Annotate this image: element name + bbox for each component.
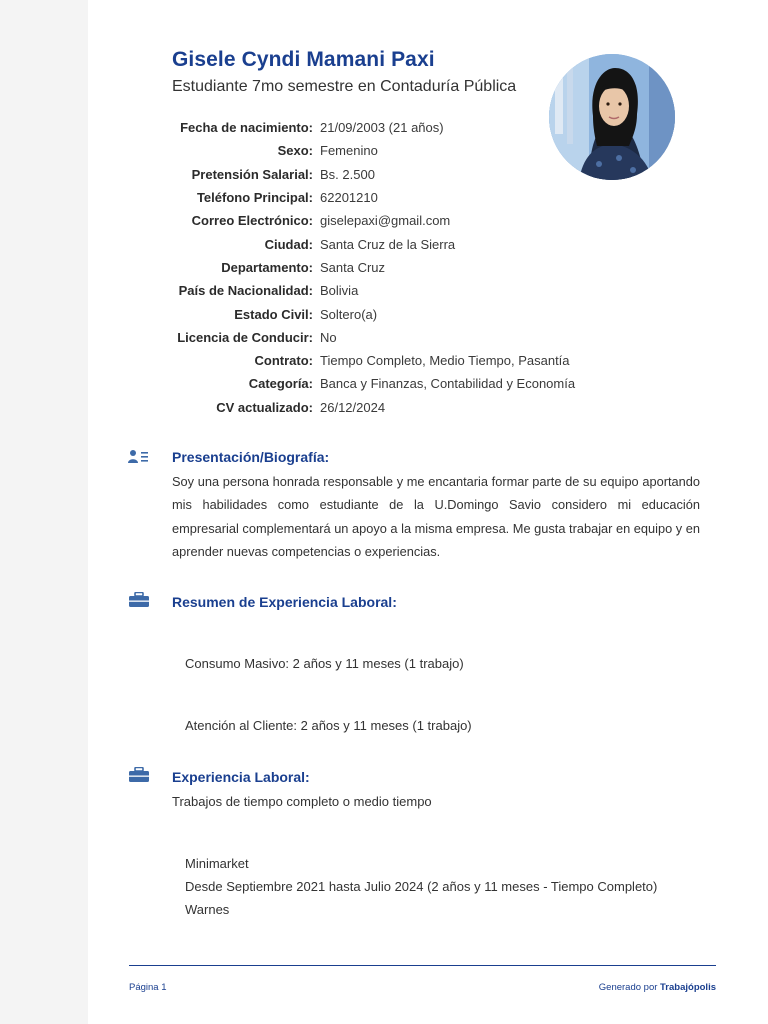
footer-divider	[129, 965, 716, 966]
detail-row-city	[88, 232, 728, 255]
detail-row-drivers-license	[88, 326, 728, 349]
detail-label: Sexo:	[277, 143, 313, 159]
job-period: Desde Septiembre 2021 hasta Julio 2024 (2 años y 11 meses - Tiempo Completo)	[185, 879, 658, 894]
detail-value: 21/09/2003 (21 años)	[320, 120, 444, 136]
detail-label: Estado Civil:	[234, 306, 313, 322]
detail-value: 62201210	[320, 190, 378, 206]
detail-label: Fecha de nacimiento:	[180, 120, 313, 136]
experience-subtitle: Trabajos de tiempo completo o medio tiempo	[172, 794, 432, 809]
detail-value: Soltero(a)	[320, 306, 378, 322]
job-company: Minimarket	[185, 856, 249, 871]
detail-row-phone	[88, 186, 728, 209]
detail-label: País de Nacionalidad:	[178, 283, 313, 299]
experience-section-title: Experiencia Laboral:	[172, 769, 310, 785]
detail-value: Femenino	[320, 143, 378, 159]
detail-value: Tiempo Completo, Medio Tiempo, Pasantía	[320, 353, 570, 369]
job-location: Warnes	[185, 902, 230, 917]
detail-label: Correo Electrónico:	[191, 213, 313, 229]
detail-value: Bolivia	[320, 283, 359, 299]
detail-row-department	[88, 256, 728, 279]
detail-row-category	[88, 372, 728, 395]
detail-value: No	[320, 329, 337, 345]
detail-row-marital-status	[88, 302, 728, 325]
detail-label: Licencia de Conducir:	[177, 329, 313, 345]
summary-item: Atención al Cliente: 2 años y 11 meses (1 trabajo)	[185, 718, 472, 733]
detail-value: 26/12/2024	[320, 399, 386, 415]
detail-row-sex	[88, 139, 728, 162]
detail-value: giselepaxi@gmail.com	[320, 213, 451, 229]
detail-value: Banca y Finanzas, Contabilidad y Economía	[320, 376, 576, 392]
cv-page	[88, 0, 768, 1024]
detail-label: Contrato:	[254, 353, 313, 369]
detail-label: Departamento:	[221, 259, 313, 275]
summary-item: Consumo Masivo: 2 años y 11 meses (1 trabajo)	[185, 656, 464, 671]
user-list-icon	[128, 449, 150, 465]
detail-row-nationality	[88, 279, 728, 302]
candidate-headline: Estudiante 7mo semestre en Contaduría Pública	[172, 78, 517, 95]
detail-row-birthdate	[88, 116, 728, 139]
detail-row-salary	[88, 163, 728, 186]
candidate-name: Gisele Cyndi Mamani Paxi	[172, 48, 435, 71]
detail-value: Bs. 2.500	[320, 166, 375, 182]
footer-generated-by: Generado por	[598, 982, 658, 993]
briefcase-icon	[128, 767, 150, 783]
bio-text: Soy una persona honrada responsable y me encantaria formar parte de su equipo aportando mis habilidades como estudiante de la U.Domingo Savio considero mi educación empresarial complementará un apoyo a la misma empresa. Me gusta trabajar en equipo y en aprender nuevas competencias o experiencias.	[172, 474, 700, 560]
brand-logo: Trabajópolis	[660, 982, 716, 993]
detail-row-contract	[88, 349, 728, 372]
page-number: Página 1	[129, 982, 167, 993]
detail-row-email	[88, 209, 728, 232]
detail-label: Teléfono Principal:	[196, 190, 313, 206]
detail-label: Categoría:	[248, 376, 313, 392]
personal-details	[88, 116, 728, 419]
detail-value: Santa Cruz	[320, 259, 386, 275]
briefcase-icon	[128, 592, 150, 608]
detail-row-cv-updated	[88, 396, 728, 419]
detail-label: Pretensión Salarial:	[191, 166, 313, 182]
detail-label: Ciudad:	[264, 236, 313, 252]
footer-credit	[599, 982, 716, 993]
detail-value: Santa Cruz de la Sierra	[320, 236, 456, 252]
bio-section-title: Presentación/Biografía:	[172, 449, 330, 465]
detail-label: CV actualizado:	[216, 399, 313, 415]
summary-section-title: Resumen de Experiencia Laboral:	[172, 594, 397, 610]
